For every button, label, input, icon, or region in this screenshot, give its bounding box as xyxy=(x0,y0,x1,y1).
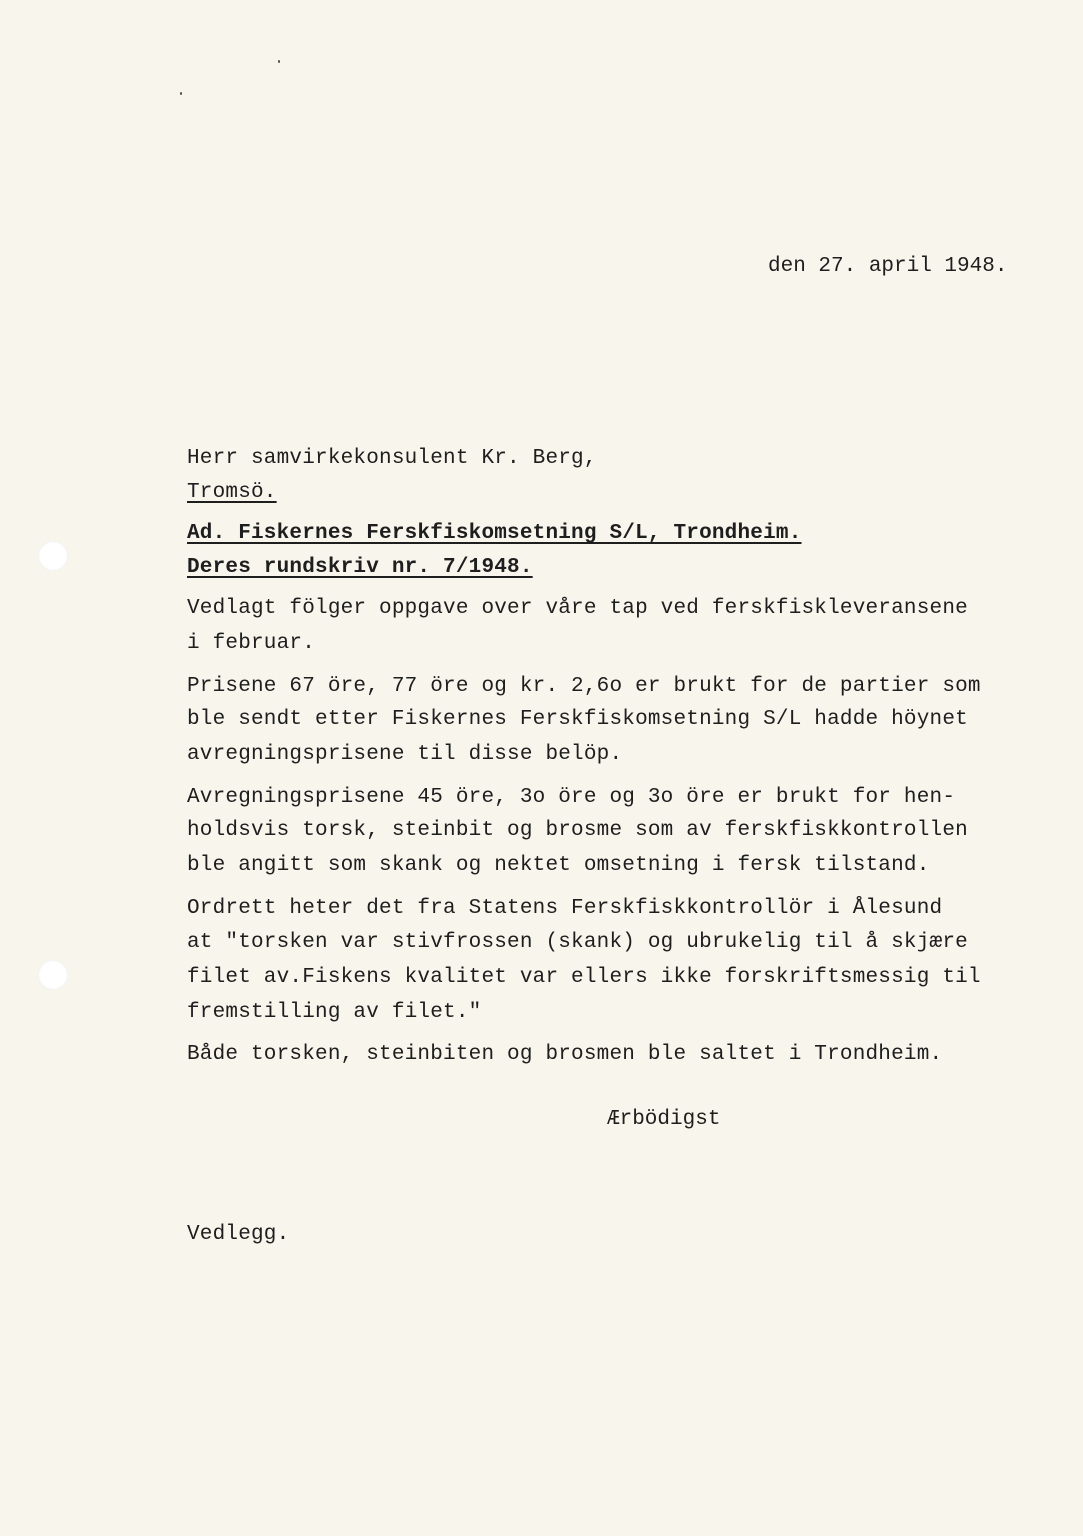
closing-salutation: Ærbödigst xyxy=(607,1108,721,1131)
paragraph-1-line-1: Vedlagt fölger oppgave over våre tap ved ferskfiskleveransene xyxy=(187,597,968,620)
paragraph-4-line-1: Ordrett heter det fra Statens Ferskfiskkontrollör i Ålesund xyxy=(187,897,943,920)
subject-line-1: Ad. Fiskernes Ferskfiskomsetning S/L, Trondheim. xyxy=(187,522,802,545)
subject-line-2: Deres rundskriv nr. 7/1948. xyxy=(187,556,533,579)
paragraph-3-line-1: Avregningsprisene 45 öre, 3o öre og 3o öre er brukt for hen- xyxy=(187,786,956,809)
paragraph-1-line-2: i februar. xyxy=(187,632,316,655)
punch-hole-bottom xyxy=(38,960,68,990)
paragraph-4-line-2: at "torsken var stivfrossen (skank) og ubrukelig til å skjære xyxy=(187,931,968,954)
letter-date: den 27. april 1948. xyxy=(768,255,1008,278)
paragraph-5-line-1: Både torsken, steinbiten og brosmen ble saltet i Trondheim. xyxy=(187,1043,943,1066)
enclosure-note: Vedlegg. xyxy=(187,1223,290,1246)
paper-speck xyxy=(180,92,182,95)
paragraph-3-line-3: ble angitt som skank og nektet omsetning i fersk tilstand. xyxy=(187,854,930,877)
recipient-name: Herr samvirkekonsulent Kr. Berg, xyxy=(187,447,597,470)
punch-hole-top xyxy=(38,541,68,571)
recipient-city: Tromsö. xyxy=(187,481,277,504)
paper-speck xyxy=(278,60,280,63)
paragraph-2-line-1: Prisene 67 öre, 77 öre og kr. 2,6o er brukt for de partier som xyxy=(187,675,981,698)
paragraph-4-line-3: filet av.Fiskens kvalitet var ellers ikke forskriftsmessig til xyxy=(187,966,981,989)
paragraph-4-line-4: fremstilling av filet." xyxy=(187,1001,482,1024)
paragraph-3-line-2: holdsvis torsk, steinbit og brosme som av ferskfiskkontrollen xyxy=(187,819,968,842)
paragraph-2-line-2: ble sendt etter Fiskernes Ferskfiskomsetning S/L hadde höynet xyxy=(187,708,968,731)
paragraph-2-line-3: avregningsprisene til disse belöp. xyxy=(187,743,623,766)
